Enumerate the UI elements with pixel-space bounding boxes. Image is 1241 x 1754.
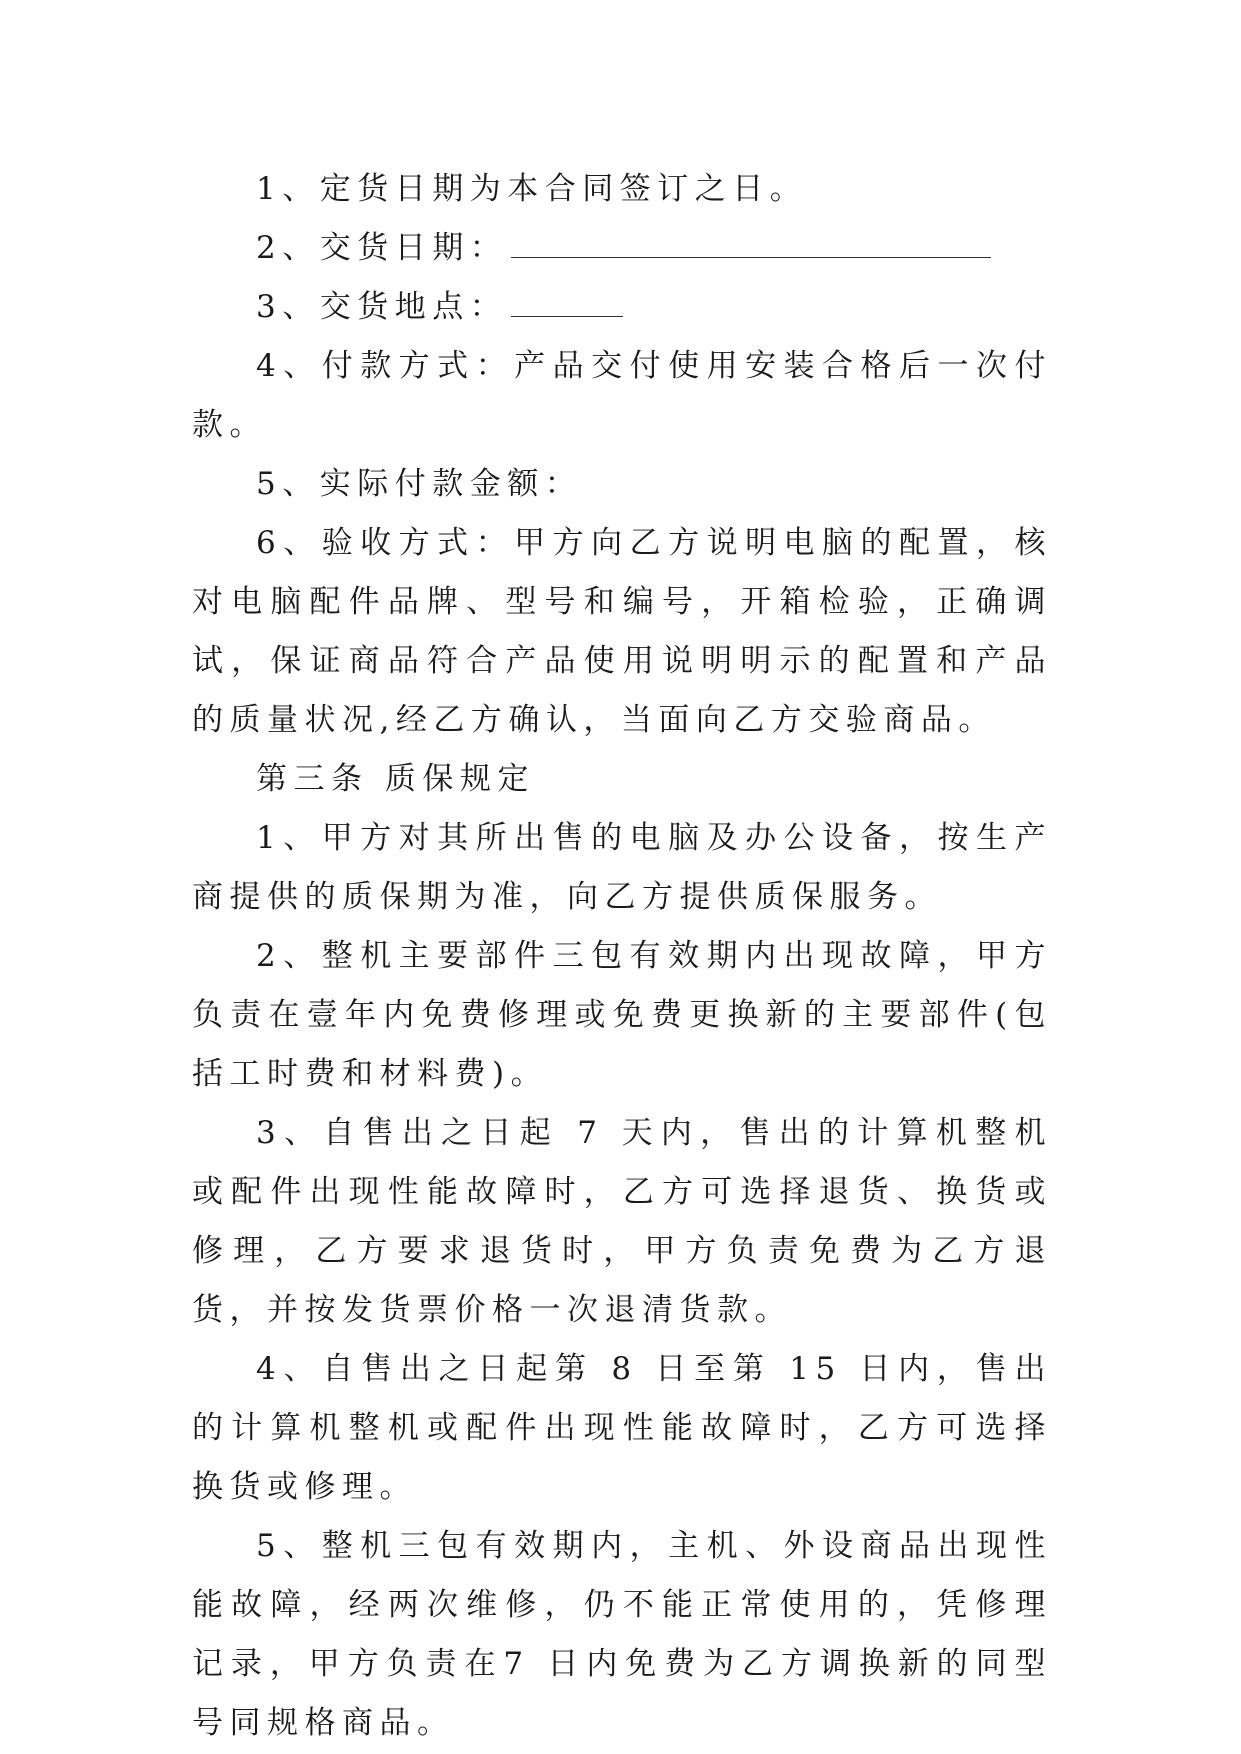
clause-payment-method: 4、付款方式：产品交付使用安装合格后一次付款。 — [192, 348, 1052, 443]
delivery-date-label: 2、交货日期： — [256, 230, 508, 266]
clause-order-date: 1、定货日期为本合同签订之日。 — [256, 171, 808, 207]
warranty-item-1: 1、甲方对其所出售的电脑及办公设备，按生产商提供的质保期为准，向乙方提供质保服务。 — [192, 820, 1052, 915]
warranty-item-5: 5、整机三包有效期内，主机、外设商品出现性能故障，经两次维修，仍不能正常使用的，凭修理记录，甲方负责在7 日内免费为乙方调换新的同型号同规格商品。 — [192, 1528, 1052, 1741]
document-page — [192, 160, 1052, 1753]
clause-payment-amount: 5、实际付款金额： — [256, 466, 583, 502]
clause-delivery-place — [192, 278, 1052, 337]
delivery-place-blank — [511, 286, 623, 317]
warranty-item-2: 2、整机主要部件三包有效期内出现故障，甲方负责在壹年内免费修理或免费更换新的主要部件(包括工时费和材料费)。 — [192, 938, 1052, 1092]
warranty-item-3: 3、自售出之日起 7 天内，售出的计算机整机或配件出现性能故障时，乙方可选择退货、换货或修理，乙方要求退货时，甲方负责免费为乙方退货，并按发货票价格一次退清货款。 — [192, 1115, 1052, 1328]
warranty-item-4: 4、自售出之日起第 8 日至第 15 日内，售出的计算机整机或配件出现性能故障时，乙方可选择换货或修理。 — [192, 1351, 1052, 1505]
section-heading-warranty: 第三条 质保规定 — [256, 761, 535, 797]
clause-delivery-date — [192, 219, 1052, 278]
delivery-place-label: 3、交货地点： — [256, 289, 508, 325]
clause-acceptance: 6、验收方式：甲方向乙方说明电脑的配置，核对电脑配件品牌、型号和编号，开箱检验，正确调试，保证商品符合产品使用说明明示的配置和产品的质量状况,经乙方确认，当面向乙方交验商品。 — [192, 525, 1052, 738]
delivery-date-blank — [511, 227, 991, 258]
